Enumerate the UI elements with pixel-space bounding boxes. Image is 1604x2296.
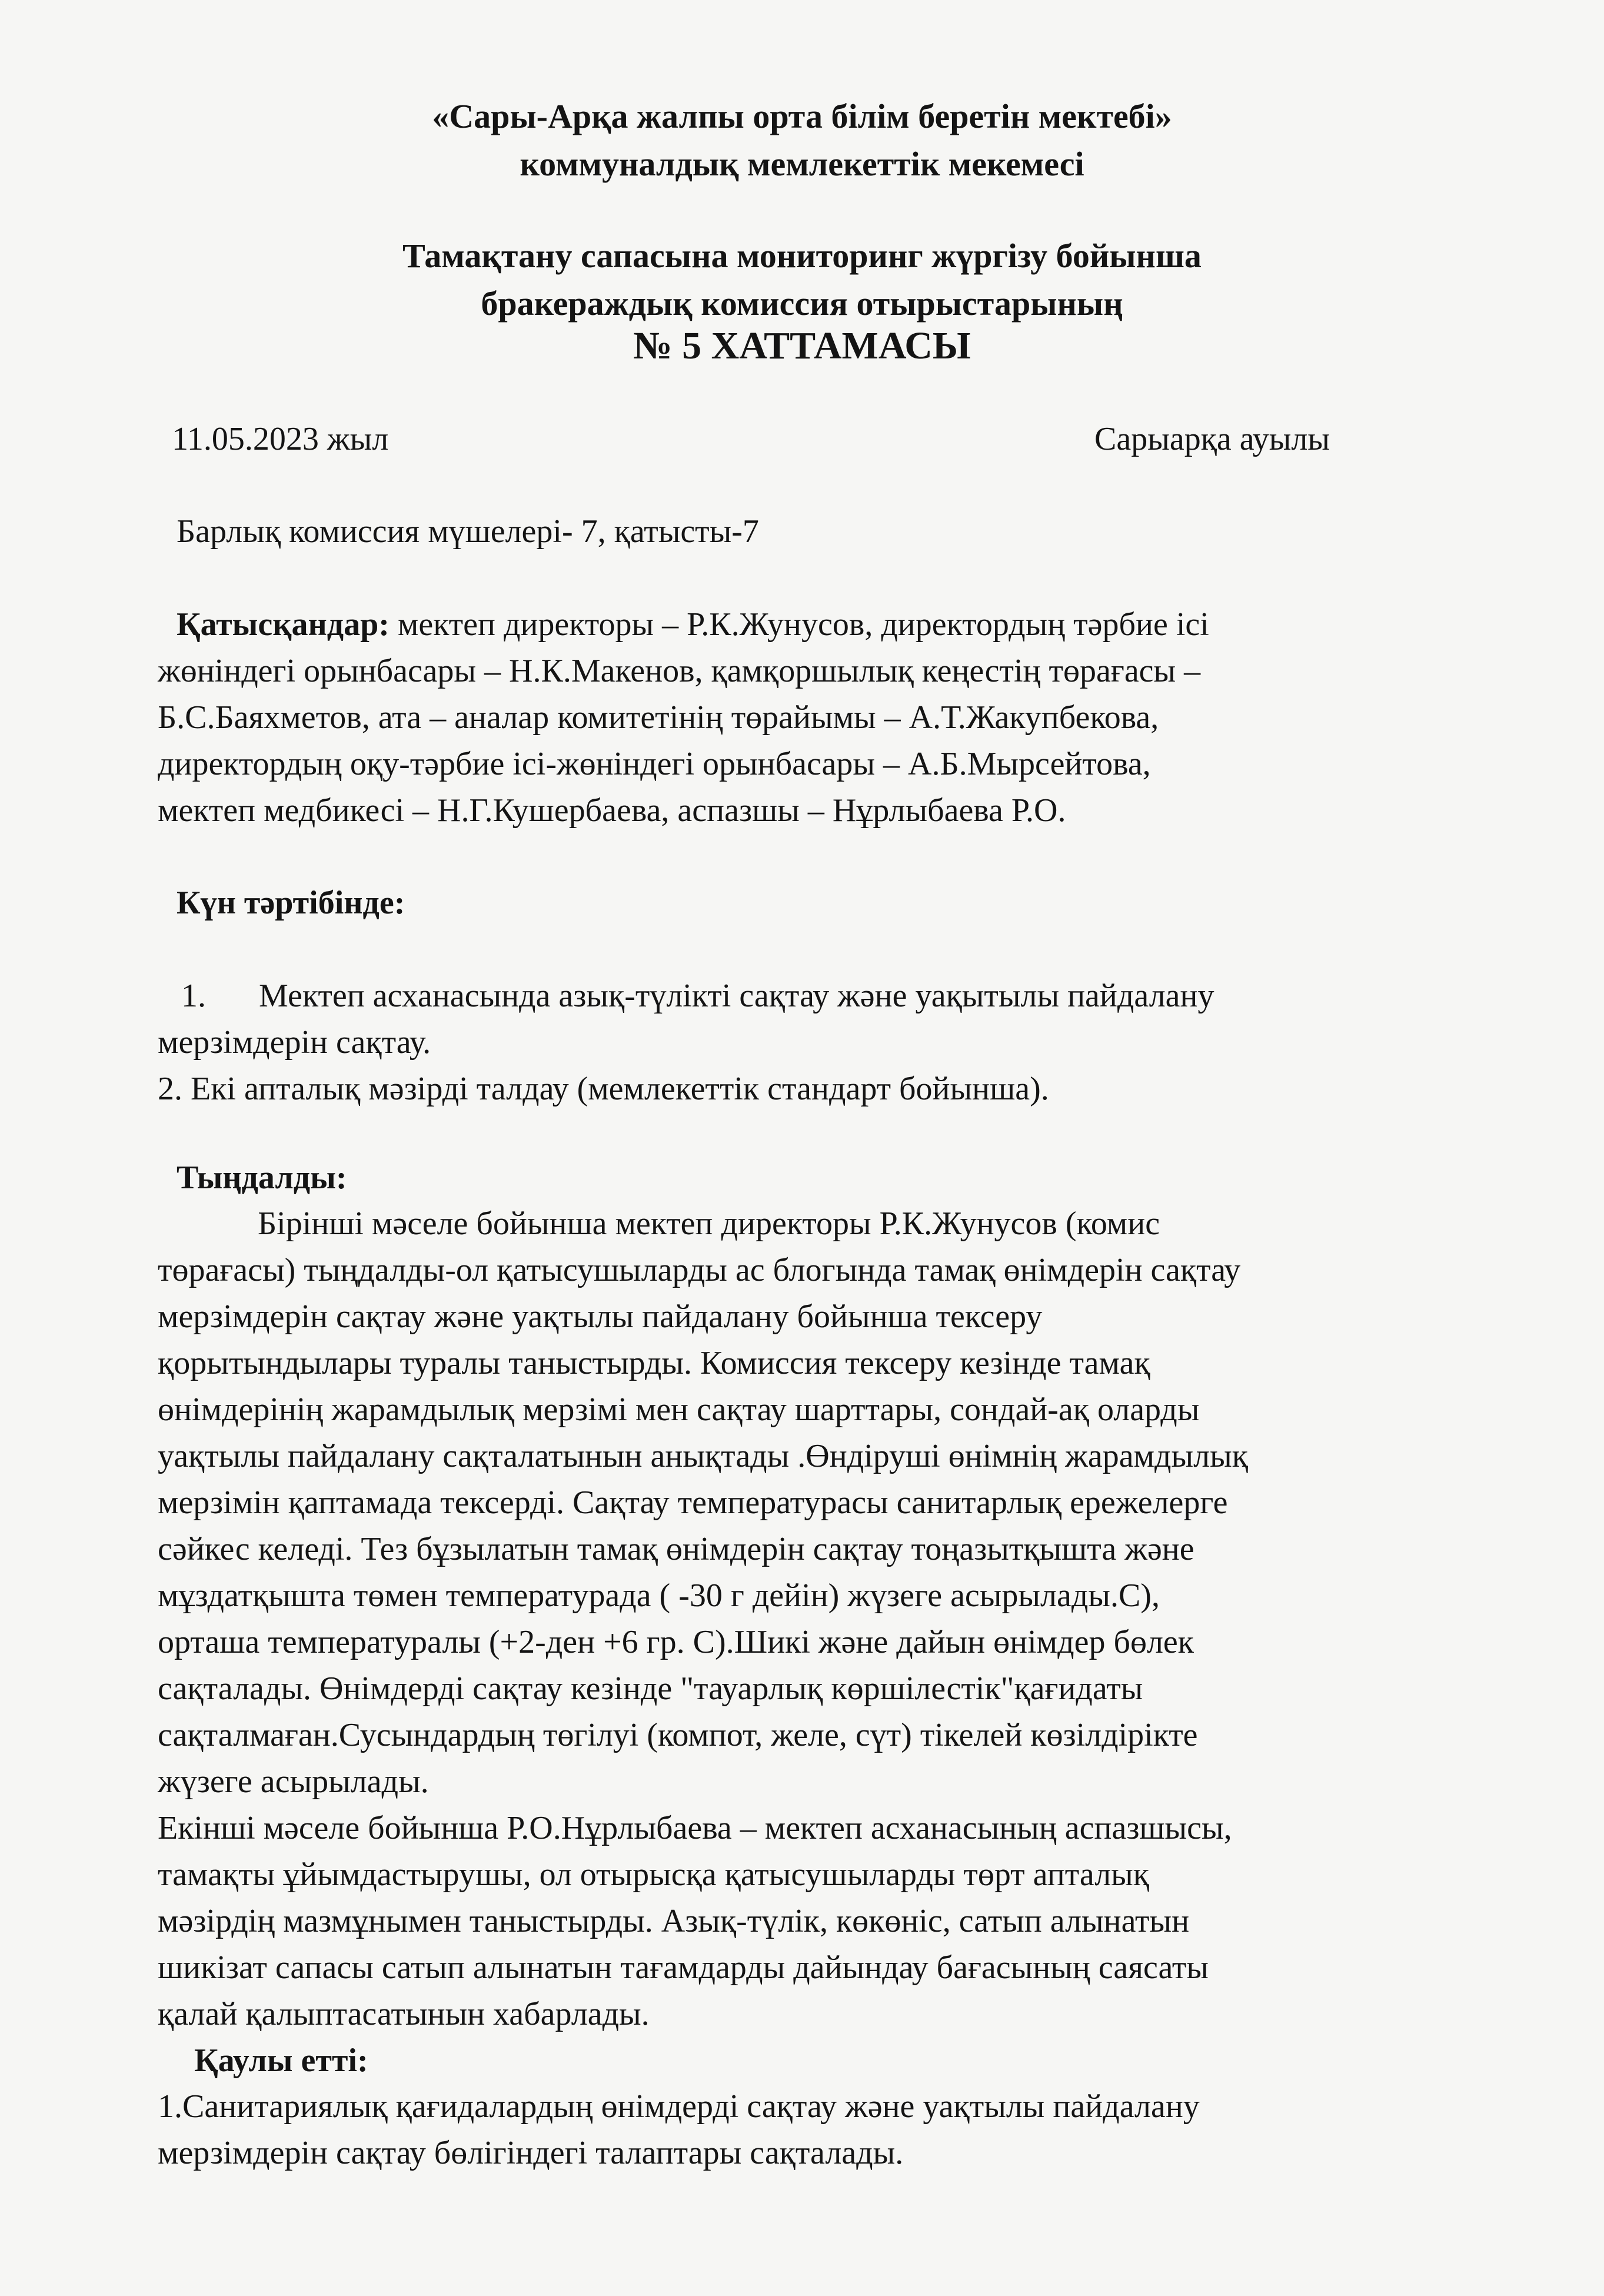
participants-label: Қатысқандар: (177, 606, 390, 643)
heard-line: мерзімін қаптамада тексерді. Сақтау температурасы санитарлық ережелерге (158, 1484, 1228, 1521)
meeting-date: 11.05.2023 жыл (172, 421, 389, 457)
heard-text (158, 1201, 1248, 2038)
heard-line: мәзірдің мазмұнымен таныстырды. Азық-түлік, көкөніс, сатып алынатын (158, 1903, 1190, 1939)
heard-line: орташа температуралы (+2-ден +6 гр. С).Шикі және дайын өнімдер бөлек (158, 1624, 1194, 1660)
heard-line: қорытындылары туралы таныстырды. Комиссия тексеру кезінде тамақ (158, 1345, 1150, 1381)
participants-section (158, 602, 1209, 834)
doc-title-line1: Тамақтану сапасына мониторинг жүргізу бойынша (402, 237, 1202, 275)
participants-line: мектеп медбикесі – Н.Г.Кушербаева, аспазшы – Нұрлыбаева Р.О. (158, 792, 1066, 829)
heard-line: төрағасы) тыңдалды-ол қатысушыларды ас блогында тамақ өнімдерін сақтау (158, 1252, 1241, 1288)
agenda-item-1 (158, 973, 1214, 1019)
heard-line: Екінші мәселе бойынша Р.О.Нұрлыбаева – мектеп асханасының аспазшысы, (158, 1810, 1232, 1846)
agenda-item-number: 1. (181, 978, 206, 1014)
heard-label: Тыңдалды: (177, 1159, 347, 1196)
agenda-item-text: Мектеп асханасында азық-түлікті сақтау және уақытылы пайдалану (259, 978, 1214, 1014)
doc-title-line2: бракераждық комиссия отырыстарының (481, 284, 1123, 323)
agenda-item-1-continuation: мерзімдерін сақтау. (158, 1024, 431, 1061)
agenda-item-2: 2. Екі апталық мәзірді талдау (мемлекеттік стандарт бойынша). (158, 1071, 1049, 1107)
heard-line: шикізат сапасы сатып алынатын тағамдарды дайындау бағасының саясаты (158, 1949, 1209, 1986)
decided-label: Қаулы етті: (194, 2042, 368, 2079)
participants-line: мектеп директоры – Р.К.Жунусов, директордың тәрбие ісі (389, 606, 1209, 643)
participants-line: жөніндегі орынбасары – Н.К.Макенов, қамқоршылық кеңестің төрағасы – (158, 653, 1201, 689)
heard-line: сақталады. Өнімдерді сақтау кезінде "тауарлық көршілестік"қағидаты (158, 1670, 1143, 1707)
participants-line: директордың оқу-тәрбие ісі-жөніндегі орынбасары – А.Б.Мырсейтова, (158, 746, 1151, 782)
meeting-place: Сарыарқа ауылы (1094, 421, 1330, 457)
members-count: Барлық комиссия мүшелері- 7, қатысты-7 (177, 513, 759, 550)
school-name-line1: «Сары-Арқа жалпы орта білім беретін мектебі» (432, 97, 1172, 135)
decided-line: 1.Санитариялық қағидалардың өнімдерді сақтау және уақтылы пайдалану (158, 2088, 1200, 2125)
heard-line: уақтылы пайдалану сақталатынын анықтады .Өндіруші өнімнің жарамдылық (158, 1438, 1248, 1474)
decided-text (158, 2084, 1200, 2177)
agenda-label: Күн тәртібінде: (177, 885, 405, 921)
decided-line: мерзімдерін сақтау бөлігіндегі талаптары сақталады. (158, 2135, 904, 2171)
participants-line: Б.С.Баяхметов, ата – аналар комитетінің төрайымы – А.Т.Жакупбекова, (158, 699, 1159, 736)
heard-line: жүзеге асырылады. (158, 1763, 429, 1800)
heard-line: тамақты ұйымдастырушы, ол отырысқа қатысушыларды төрт апталық (158, 1856, 1150, 1893)
heard-line: мұздатқышта төмен температурада ( -30 г дейін) жүзеге асырылады.С), (158, 1577, 1160, 1614)
doc-title-number: № 5 ХАТТАМАСЫ (633, 324, 971, 367)
heard-line: сақталмаған.Сусындардың төгілуі (компот, желе, сүт) тікелей көзілдірікте (158, 1717, 1198, 1753)
agenda-list (158, 973, 1214, 1112)
school-name-line2: коммуналдық мемлекеттік мекемесі (520, 145, 1084, 183)
heard-line: сәйкес келеді. Тез бұзылатын тамақ өнімдерін сақтау тоңазытқышта және (158, 1531, 1194, 1567)
heard-line: өнімдерінің жарамдылық мерзімі мен сақтау шарттары, сондай-ақ оларды (158, 1391, 1200, 1428)
heard-line: қалай қалыптасатынын хабарлады. (158, 1996, 650, 2032)
heard-line: Бірінші мәселе бойынша мектеп директоры Р.К.Жунусов (комис (258, 1205, 1160, 1242)
heard-line: мерзімдерін сақтау және уақтылы пайдалану бойынша тексеру (158, 1298, 1043, 1335)
